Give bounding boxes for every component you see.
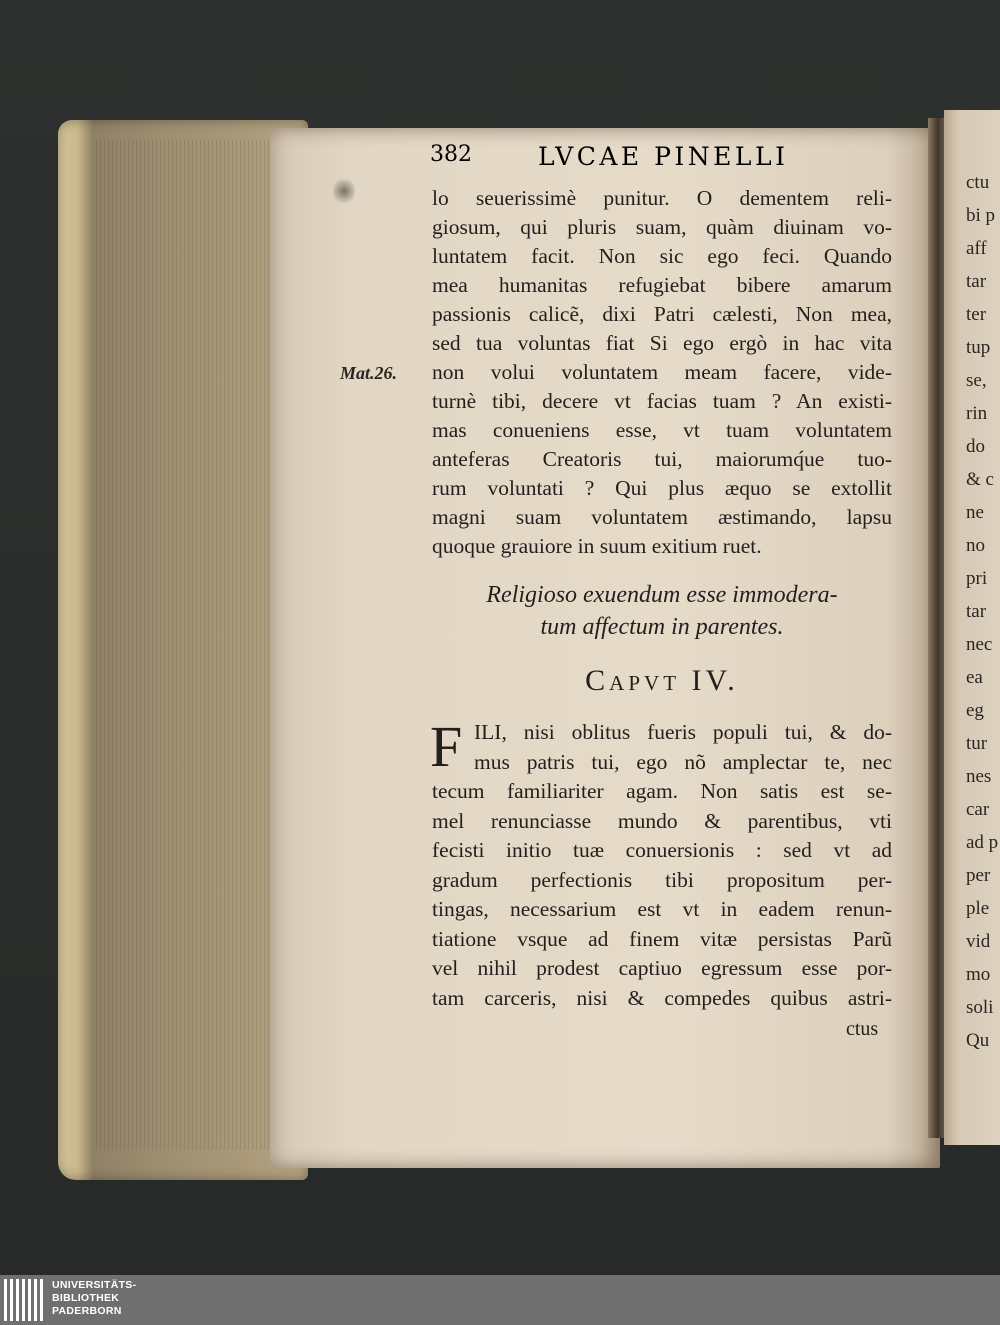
text-line: quoque grauiore in suum exitium ruet. [432,534,762,558]
library-footer [0,1275,1000,1325]
text-line: tiatione vsque ad finem vitæ persistas Parũ [432,926,892,951]
right-page-fragment: aff [966,238,987,259]
text-line: giosum, qui pluris suam, quàm diuinam vo- [432,215,892,239]
text-line: mea humanitas refugiebat bibere amarum [432,273,892,297]
running-head: LVCAE PINELLI [538,142,789,171]
text-line: mus patris tui, ego nõ amplectar te, nec [474,749,892,774]
text-line: mel renunciasse mundo & parentibus, vti [432,808,892,833]
right-page-fragment: vid [966,931,991,952]
text-line: ILI, nisi oblitus fueris populi tui, & do- [474,720,892,744]
right-page-fragment: ad p [966,832,999,853]
right-page-fragment: bi p [966,205,996,226]
drop-cap: F [430,714,463,779]
text-line: tam carceris, nisi & compedes quibus astri- [432,985,892,1010]
right-page-fragment: ea [966,667,983,688]
text-line: anteferas Creatoris tui, maiorumq́ue tuo- [432,447,892,471]
right-page-fragment: soli [966,997,994,1018]
section-heading-line-1: Religioso exuendum esse immodera- [486,582,838,608]
right-page-fragment: pri [966,568,988,589]
text-line: vel nihil prodest captiuo egressum esse por- [432,956,892,980]
right-page-fragment: do [966,436,985,457]
right-page-fragment: no [966,535,985,556]
text-line: lo seuerissimè punitur. O dementem reli- [432,186,892,210]
right-page-fragment: tar [966,271,987,292]
right-page-fragment: & c [966,469,994,490]
right-page-fragment: ne [966,502,984,523]
right-page-fragment: ple [966,898,990,919]
text-line: fecisti initio tuæ conuersionis : sed vt ad [432,838,892,862]
ink-smudge [333,176,355,206]
page-header [430,142,810,178]
text-line: non volui voluntatem meam facere, vide- [432,360,892,384]
page-edge-texture [96,140,296,1150]
right-page-fragment: per [966,865,991,886]
right-page-fragment: car [966,799,990,820]
right-page-fragment: se, [966,370,987,391]
folio-number: 382 [430,142,472,167]
chapter-title: Capvt IV. [585,664,739,697]
right-page-fragment: nec [966,634,993,655]
library-name-line-3: PADERBORN [52,1305,122,1317]
text-line: tecum familiariter agam. Non satis est se- [432,779,892,803]
margin-reference: Mat.26. [340,363,398,383]
right-page-fragment: ctu [966,172,990,193]
text-line: gradum perfectionis tibi propositum per- [432,867,892,892]
right-page-fragment: eg [966,700,984,721]
right-page-fragment: ter [966,304,987,325]
catchword: ctus [846,1018,879,1040]
right-page [944,110,1000,1145]
library-name [52,1279,136,1318]
text-line: luntatem facit. Non sic ego feci. Quando [432,244,892,268]
library-name-line-2: BIBLIOTHEK [52,1292,120,1304]
text-line: rum voluntati ? Qui plus æquo se extollit [432,476,892,500]
right-page-fragment: mo [966,964,991,985]
text-line: magni suam voluntatem æstimando, lapsu [432,505,892,529]
library-name-line-1: UNIVERSITÄTS- [52,1279,137,1291]
library-logo-icon [4,1279,44,1321]
right-page-fragment: tur [966,733,988,754]
text-line: turnè tibi, decere vt facias tuam ? An existi- [432,389,892,413]
text-line: mas conueniens esse, vt tuam voluntatem [432,418,892,442]
text-line: passionis calicẽ, dixi Patri cælesti, Non mea, [432,302,892,326]
right-page-fragment: tar [966,601,987,622]
right-page-fragment: tup [966,337,991,358]
text-line: tingas, necessarium est vt in eadem renun- [432,897,892,921]
right-page-fragment: nes [966,766,992,787]
text-line: sed tua voluntas fiat Si ego ergò in hac vita [432,331,892,355]
right-page-fragment: rin [966,403,988,424]
right-page-fragment: Qu [966,1030,990,1051]
section-heading-line-2: tum affectum in parentes. [540,614,784,640]
